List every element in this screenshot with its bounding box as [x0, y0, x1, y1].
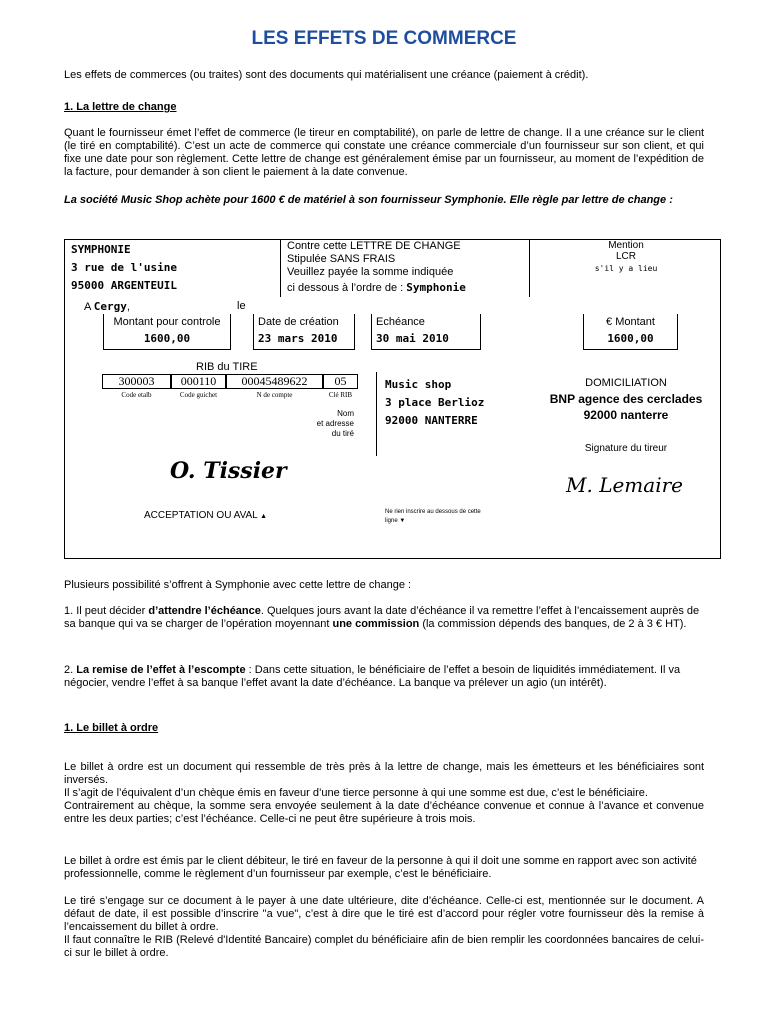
- drawee-caption-line: Nom: [337, 409, 354, 418]
- divider: [376, 372, 377, 456]
- rib-bank-code: 300003: [102, 374, 171, 389]
- text-segment: 2.: [64, 664, 77, 676]
- place-city: Cergy: [93, 300, 127, 313]
- no-write-line: ligne: [385, 518, 398, 524]
- drawee-city: 92000 NANTERRE: [385, 414, 478, 427]
- montant-label: € Montant: [606, 316, 655, 328]
- drawer-signature: M. Lemaire: [566, 473, 683, 497]
- text-segment: : Dans cette situation, le bénéficiaire de l’effet a besoin de liquidités immédiatement. Il va négocier, vendre l’effet à sa banque l’effet avant la date d’échéance. La banque va prélever un agio (un intérêt).: [64, 664, 681, 689]
- rib-caption: Code guichet: [179, 391, 218, 399]
- billet-paragraph-3: [64, 895, 704, 960]
- drawer-address: [71, 241, 177, 295]
- place-label: A: [84, 301, 91, 313]
- clause-line: ci dessous à l’ordre de :: [287, 282, 404, 294]
- drawee-address: [385, 376, 484, 430]
- acceptation-label: [144, 510, 267, 521]
- place-line: A Cergy,: [84, 300, 130, 313]
- point-2: [64, 664, 704, 690]
- text-segment: (la commission dépends des banques, de 2 à 3 € HT).: [419, 618, 687, 630]
- drawee-street: 3 place Berlioz: [385, 396, 485, 409]
- amount-control-value: 1600,00: [143, 332, 191, 345]
- bank-name: BNP agence des cerclades: [549, 392, 703, 406]
- triangle-up-icon: ▲: [260, 513, 268, 520]
- rib-key: 05: [323, 374, 358, 389]
- triangle-down-icon: ▼: [399, 518, 406, 524]
- text-segment-bold: une commission: [332, 618, 420, 630]
- rib-caption: Clé RIB: [328, 391, 353, 399]
- lettre-definition: Quant le fournisseur émet l’effet de commerce (le tireur en comptabilité), on parle de lettre de change. Il a une créance sur le client (le tiré en comptabilité). C’est un acte de commerce qui constate une créance commerciale d’un fournisseur sur son client, et qui fixe une date pour son règlement. Cette lettre de change est généralement émise par un fournisseur, au moment de l’expédition de la facture, pour demander à son client le paiement à la date convenue.: [64, 127, 704, 178]
- bank-city: 92000 nanterre: [583, 408, 669, 422]
- creation-date-label: Date de création: [258, 316, 339, 328]
- point-1: [64, 605, 704, 631]
- billet-line: Contrairement au chèque, la somme sera envoyée seulement à la date d’échéance convenue et connue à l’avance et convenue entre les deux parties; c’est l’échéance. Celle-ci ne peut être supérieure à trois mois.: [64, 800, 704, 825]
- clause-line: Contre cette LETTRE DE CHANGE: [287, 240, 461, 252]
- billet-paragraph-1: [64, 761, 704, 826]
- rib-caption: Code etalb: [121, 391, 152, 399]
- mention-label: Mention: [608, 240, 644, 251]
- section-heading-billet: 1. Le billet à ordre: [64, 722, 159, 734]
- billet-line: Le billet à ordre est un document qui ressemble de très près à la lettre de change, mais les émetteurs et les bénéficiaires sont inversés.: [64, 761, 704, 786]
- no-write-notice: [385, 508, 481, 526]
- billet-line: Le tiré s’engage sur ce document à le payer à une date ultérieure, dite d’échéance. Celle-ci est, mentionnée sur le document. A défaut de date, il est possible d’inscrire "a vue", c’est à dire que le tiré est d’accord pour régler votre fournisseur dès la remise à l’encaissement du billet à ordre.: [64, 895, 704, 933]
- possibilities-intro: Plusieurs possibilité s’offrent à Symphonie avec cette lettre de change :: [64, 579, 412, 591]
- drawee-caption-line: du tiré: [331, 429, 354, 438]
- drawee-name: Music shop: [385, 378, 452, 391]
- drawer-city: 95000 ARGENTEUIL: [71, 279, 177, 292]
- billet-paragraph-2: Le billet à ordre est émis par le client débiteur, le tiré en faveur de la personne à qui il doit une somme en rapport avec son activité professionnelle, comme le règlement d’un fournisseur par exemple, c’est le bénéficiaire.: [64, 855, 697, 880]
- amount-control-label: Montant pour controle: [113, 316, 221, 328]
- acceptation-text: ACCEPTATION OU AVAL: [144, 510, 258, 521]
- text-segment-bold: La remise de l’effet à l’escompte: [76, 664, 246, 676]
- drawer-street: 3 rue de l'usine: [71, 261, 177, 274]
- drawee-caption-line: et adresse: [316, 419, 354, 428]
- mention-note: s'il y a lieu: [594, 264, 658, 273]
- echeance-value: 30 mai 2010: [376, 332, 449, 345]
- divider: [280, 239, 281, 297]
- clause-line: Stipulée SANS FRAIS: [287, 253, 396, 265]
- montant-value: 1600,00: [607, 332, 654, 345]
- creation-date-value: 23 mars 2010: [258, 332, 338, 345]
- divider: [529, 239, 530, 297]
- section-heading-lettre: 1. La lettre de change: [64, 101, 177, 113]
- payment-clause: [287, 240, 466, 295]
- no-write-line: Ne rien inscrire au dessous de cette: [385, 509, 481, 515]
- mention-block: [570, 240, 682, 274]
- drawer-name: SYMPHONIE: [71, 243, 131, 256]
- echeance-label: Echéance: [376, 316, 425, 328]
- rib-caption: N de compte: [256, 391, 293, 399]
- billet-line: Il s’agit de l’équivalent d’un chèque émis en faveur d’une tierce personne à qui une somme est due, c’est le bénéficiaire.: [64, 787, 648, 799]
- signature-label: Signature du tireur: [584, 443, 668, 454]
- rib-branch-code: 000110: [171, 374, 226, 389]
- billet-line: Il faut connaître le RIB (Relevé d'Identité Bancaire) complet du bénéficiaire afin de bien remplir les coordonnées bancaires de celui-ci sur le billet à ordre.: [64, 934, 704, 959]
- text-segment: 1. Il peut décider: [64, 605, 149, 617]
- text-segment: . Quelques jours avant la date d’échéance il va remettre l’effet à l’encaissement auprès de sa banque qui va se charger de l’opération moyennant: [64, 605, 700, 630]
- example-statement: La société Music Shop achète pour 1600 € de matériel à son fournisseur Symphonie. Elle règle par lettre de change :: [64, 194, 673, 206]
- rib-label: RIB du TIRE: [196, 361, 258, 373]
- domiciliation-block: [528, 375, 724, 423]
- domiciliation-label: DOMICILIATION: [585, 377, 667, 389]
- clause-line: Veuillez payée la somme indiquée: [287, 266, 454, 278]
- mention-value: LCR: [615, 251, 636, 262]
- date-label: le: [237, 300, 246, 312]
- rib-account-number: 00045489622: [226, 374, 323, 389]
- page-title: LES EFFETS DE COMMERCE: [251, 28, 517, 49]
- order-of-name: Symphonie: [406, 281, 466, 294]
- text-segment-bold: d’attendre l’échéance: [148, 605, 261, 617]
- drawee-caption: [300, 409, 354, 439]
- drawee-signature: O. Tissier: [170, 458, 287, 484]
- intro-paragraph: Les effets de commerces (ou traites) sont des documents qui matérialisent une créance (paiement à crédit).: [64, 69, 589, 81]
